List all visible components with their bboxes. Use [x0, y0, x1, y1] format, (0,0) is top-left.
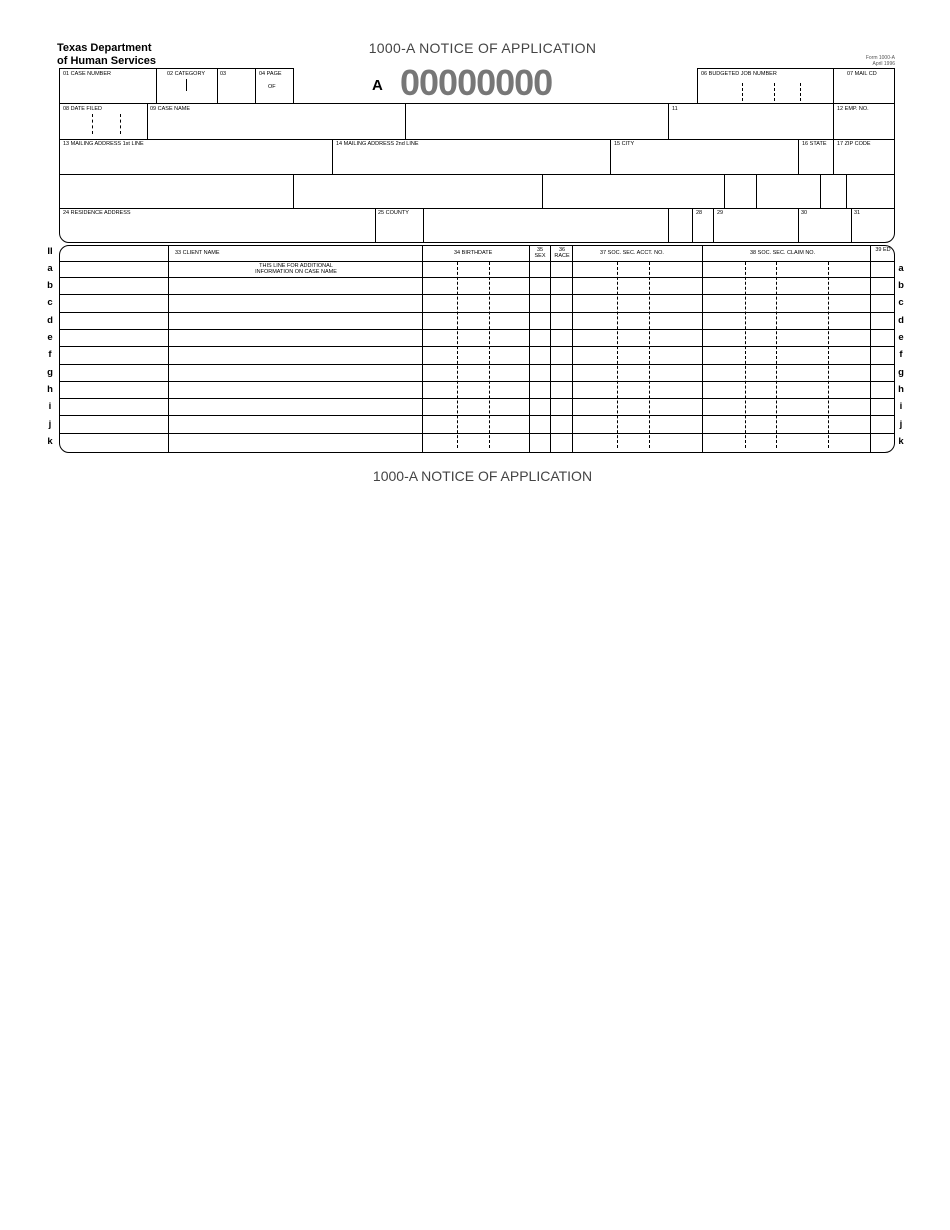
row-label-b: b: [47, 280, 53, 291]
date-filed-label: 08 DATE FILED: [63, 106, 103, 112]
city-label: 15 CITY: [614, 141, 635, 147]
case-name-label: 09 CASE NAME: [150, 106, 191, 112]
budgeted-job-label: 06 BUDGETED JOB NUMBER: [701, 71, 777, 77]
claim-no-header: 38 SOC. SEC. CLAIM NO.: [750, 250, 816, 256]
client-table: [59, 245, 895, 453]
form-number-text: Form 1000-A: [865, 55, 895, 61]
agency-name: [57, 42, 156, 68]
mail-code-label: 07 MAIL CD: [847, 71, 877, 77]
row-label-g: g: [47, 367, 53, 378]
field-29-label: 29: [717, 210, 724, 216]
row-label-c: c: [47, 297, 53, 308]
agency-line-1: Texas Department: [57, 42, 152, 54]
case-info-block: [59, 103, 895, 243]
birthdate-header: 34 BIRTHDATE: [454, 250, 493, 256]
row-label-k-right: k: [898, 436, 904, 447]
row-label-f: f: [48, 349, 52, 360]
row-label-a-right: a: [898, 263, 904, 274]
form-title-bottom: 1000-A NOTICE OF APPLICATION: [372, 468, 593, 484]
case-number-box[interactable]: [59, 68, 294, 104]
row-label-j: j: [48, 419, 52, 430]
prog-label: 03: [220, 71, 227, 77]
control-number: 00000000: [400, 62, 553, 103]
zip-label: 17 ZIP CODE: [837, 141, 871, 147]
row-label-header: II: [47, 246, 53, 257]
residence-label: 24 RESIDENCE ADDRESS: [63, 210, 131, 216]
client-name-header: 33 CLIENT NAME: [175, 250, 220, 256]
form-number: [840, 55, 895, 67]
row-label-d-right: d: [898, 315, 904, 326]
row-label-h: h: [47, 384, 53, 395]
race-header: 36 RACE: [554, 247, 570, 259]
agency-line-2: of Human Services: [57, 55, 157, 67]
case-number-label: 01 CASE NUMBER: [63, 71, 111, 77]
row-label-j-right: j: [899, 419, 903, 430]
mailing-1-label: 13 MAILING ADDRESS 1st LINE: [63, 141, 144, 147]
row-label-g-right: g: [898, 367, 904, 378]
series-letter: A: [372, 77, 383, 94]
row-label-d: d: [47, 315, 53, 326]
row-label-a: a: [47, 263, 53, 274]
field-28-label: 28: [696, 210, 703, 216]
county-label: 25 COUNTY: [378, 210, 409, 216]
ed-header: 39 ED: [875, 247, 891, 253]
row-label-c-right: c: [898, 297, 904, 308]
row-label-i-right: i: [899, 401, 903, 412]
mailing-2-label: 14 MAILING ADDRESS 2nd LINE: [336, 141, 419, 147]
row-label-h-right: h: [898, 384, 904, 395]
ssn-header: 37 SOC. SEC. ACCT. NO.: [600, 250, 664, 256]
row-label-e: e: [47, 332, 53, 343]
field-30-label: 30: [801, 210, 808, 216]
page-label: 04 PAGE: [259, 71, 282, 77]
row-label-f-right: f: [899, 349, 903, 360]
state-label: 16 STATE: [802, 141, 827, 147]
page-of-label: OF: [268, 84, 276, 90]
row-label-k: k: [47, 436, 53, 447]
emp-no-label: 12 EMP. NO.: [837, 106, 869, 112]
field-31-label: 31: [854, 210, 861, 216]
row-label-i: i: [48, 401, 52, 412]
row-label-b-right: b: [898, 280, 904, 291]
additional-info-note: THIS LINE FOR ADDITIONAL INFORMATION ON CASE NAME: [255, 263, 337, 275]
sex-header: 35 SEX: [534, 247, 546, 259]
form-date-text: April 1996: [872, 61, 895, 67]
row-label-e-right: e: [898, 332, 904, 343]
form-title-top: 1000-A NOTICE OF APPLICATION: [368, 40, 597, 56]
category-label: 02 CATEGORY: [167, 71, 206, 77]
field-11-label: 11: [672, 106, 678, 112]
budgeted-job-box[interactable]: [697, 68, 895, 104]
